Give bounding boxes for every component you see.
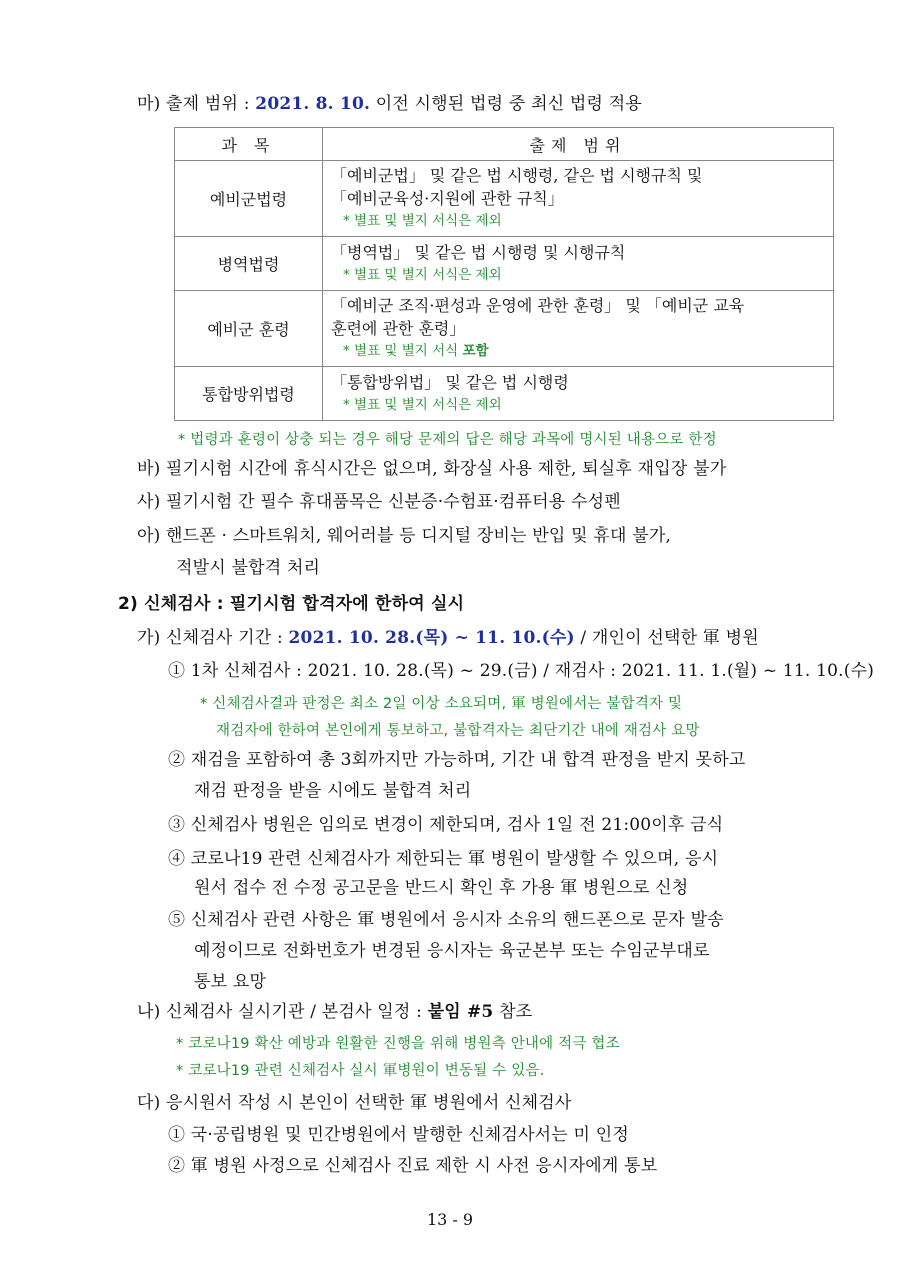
range-cell [323,367,834,421]
range-note: * 별표 및 별지 서식은 제외 [343,396,502,413]
item-4-line2: 원서 접수 전 수정 공고문을 반드시 확인 후 가용 軍 병원으로 신청 [194,878,689,898]
subject-cell: 예비군법령 [175,161,323,237]
item-5-line2: 예정이므로 전화번호가 변경된 응시자는 육군본부 또는 수임군부대로 [194,941,710,961]
item-2-line2: 재검 판정을 받을 시에도 불합격 처리 [194,781,472,801]
exam-scope-suffix: 이전 시행된 법령 중 최신 법령 적용 [370,94,643,114]
range-cell [323,237,834,291]
table-footnote: * 법령과 훈령이 상충 되는 경우 해당 문제의 답은 해당 과목에 명시된 내용으로 한정 [178,432,717,448]
item-da-1: ① 국·공립병원 및 민간병원에서 발행한 신체검사서는 미 인정 [168,1125,629,1145]
range-line: 「통합방위법」 및 같은 법 시행령 [331,372,569,392]
subject-cell: 통합방위법령 [175,367,323,421]
subject-cell: 예비군 훈령 [175,291,323,367]
item-1-note-2: 재검자에 한하여 본인에게 통보하고, 불합격자는 최단기간 내에 재검사 요망 [216,723,700,739]
item-1-note-1: * 신체검사결과 판정은 최소 2일 이상 소요되며, 軍 병원에서는 불합격자 및 [200,696,683,712]
range-note-bold: 포함 [462,343,489,359]
item-sa: 사) 필기시험 간 필수 휴대품목은 신분증·수험표·컴퓨터용 수성펜 [137,492,621,512]
item-ah-line1: 아) 핸드폰 · 스마트워치, 웨어러블 등 디지털 장비는 반입 및 휴대 불가, [137,526,672,546]
exam-period-dates: 2021. 10. 28.(목) ~ 11. 10.(수) [288,628,575,648]
item-4-line1: ④ 코로나19 관련 신체검사가 제한되는 軍 병원이 발생할 수 있으며, 응시 [168,849,719,869]
item-5-line1: ⑤ 신체검사 관련 사항은 軍 병원에서 응시자 소유의 핸드폰으로 문자 발송 [168,910,724,930]
item-2-line1: ② 재검을 포함하여 총 3회까지만 가능하며, 기간 내 합격 판정을 받지 못하고 [168,750,746,770]
page-number: 13 - 9 [426,1210,474,1229]
section-2-heading: 2) 신체검사 : 필기시험 합격자에 한하여 실시 [118,594,465,614]
range-line: 「예비군 조직·편성과 운영에 관한 훈령」 및 「예비군 교육 [331,296,745,315]
range-note: * 별표 및 별지 서식 포함 [343,343,489,359]
exam-scope-line [137,92,642,116]
range-line: 훈련에 관한 훈령」 [331,319,466,338]
item-na-note-1: * 코로나19 확산 예방과 원활한 진행을 위해 병원측 안내에 적극 협조 [176,1036,620,1052]
table-row [175,367,834,421]
table-row [175,291,834,367]
item-na-note-2: * 코로나19 관련 신체검사 실시 軍병원이 변동될 수 있음. [176,1063,545,1079]
subject-cell: 병역법령 [175,237,323,291]
item-ah-line2: 적발시 불합격 처리 [176,558,321,578]
item-5-line3: 통보 요망 [194,972,267,992]
header-range: 출제 범위 [323,128,834,161]
range-line: 「예비군육성·지원에 관한 규칙」 [331,189,564,208]
table-row [175,161,834,237]
range-line: 「예비군법」 및 같은 법 시행령, 같은 법 시행규칙 및 [331,166,703,185]
item-1: ① 1차 신체검사 : 2021. 10. 28.(목) ~ 29.(금) / 재검사 : 2021. 11. 1.(월) ~ 11. 10.(수) [168,661,875,681]
range-line: 「병역법」 및 같은 법 시행령 및 시행규칙 [331,242,626,262]
table-header-row [175,128,834,161]
range-note: * 별표 및 별지 서식은 제외 [343,213,502,229]
item-ga: 가) 신체검사 기간 : 2021. 10. 28.(목) ~ 11. 10.(수) / 개인이 선택한 軍 병원 [137,628,759,648]
range-note: * 별표 및 별지 서식은 제외 [343,266,502,283]
range-cell [323,161,834,237]
header-subject: 과 목 [175,128,323,161]
exam-scope-date: 2021. 8. 10. [255,94,371,114]
item-3: ③ 신체검사 병원은 임의로 변경이 제한되며, 검사 1일 전 21:00이후 금식 [168,815,724,835]
item-da: 다) 응시원서 작성 시 본인이 선택한 軍 병원에서 신체검사 [137,1093,572,1113]
exam-scope-prefix: 마) 출제 범위 : [137,94,256,114]
attachment-ref: 붙임 #5 [427,1002,494,1022]
range-cell [323,291,834,367]
exam-scope-table [174,127,834,421]
table-row [175,237,834,291]
item-na: 나) 신체검사 실시기관 / 본검사 일정 : 붙임 #5 참조 [137,1002,533,1022]
item-da-2: ② 軍 병원 사정으로 신체검사 진료 제한 시 사전 응시자에게 통보 [168,1156,658,1176]
item-ba: 바) 필기시험 시간에 휴식시간은 없으며, 화장실 사용 제한, 퇴실후 재입장 불가 [137,459,727,479]
